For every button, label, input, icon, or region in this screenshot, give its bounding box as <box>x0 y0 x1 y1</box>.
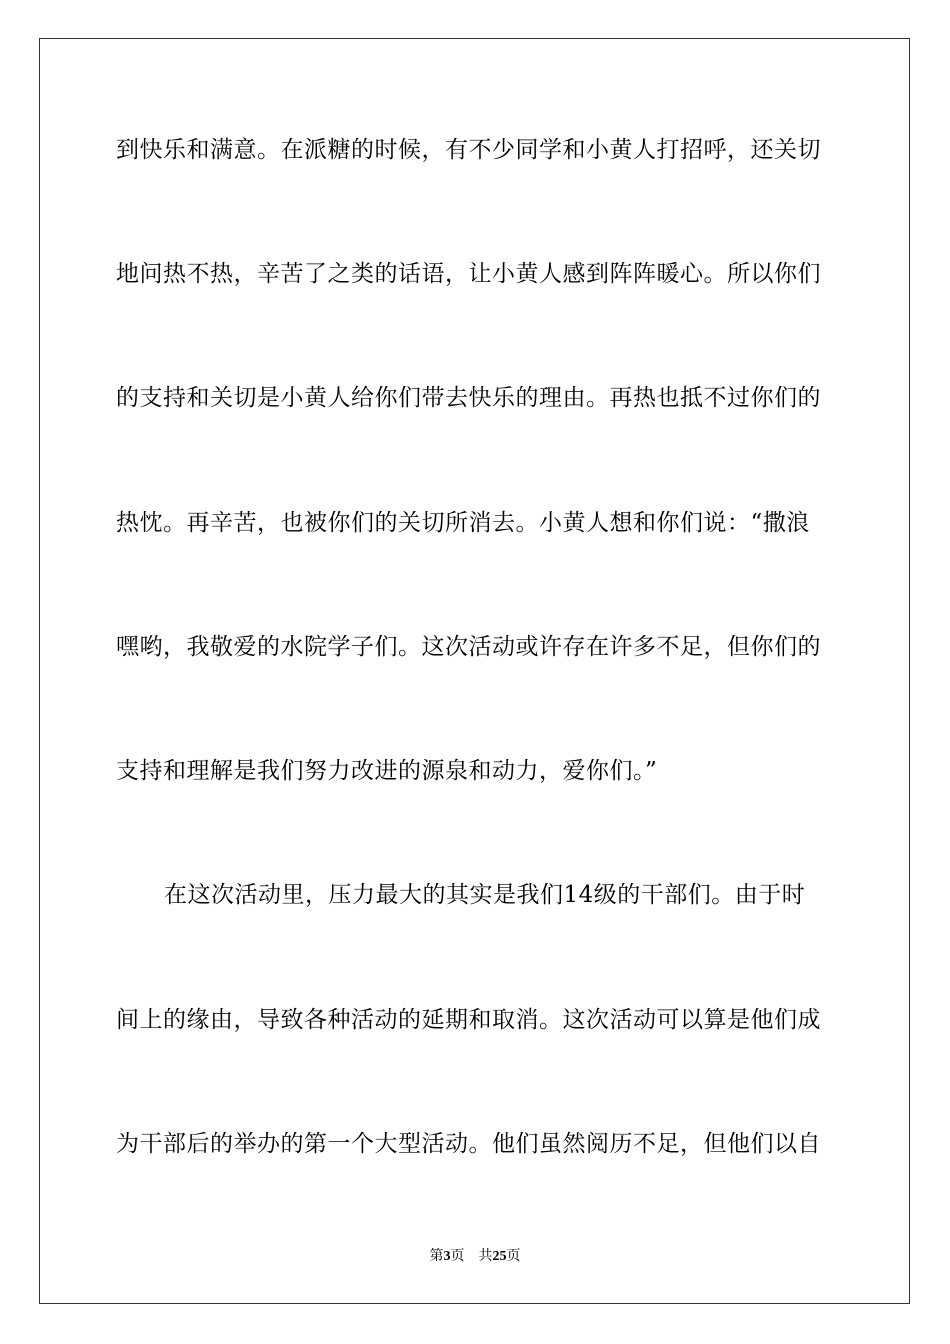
page-suffix: 页 <box>450 1248 465 1264</box>
paragraph-line: 地问热不热，辛苦了之类的话语，让小黄人感到阵阵暖心。所以你们 <box>116 261 821 287</box>
paragraph-line-indented: 在这次活动里，压力最大的其实是我们14级的干部们。由于时 <box>164 882 806 908</box>
paragraph-line: 到快乐和满意。在派糖的时候，有不少同学和小黄人打招呼，还关切 <box>116 137 821 163</box>
total-prefix: 共 <box>478 1248 493 1264</box>
paragraph-line: 的支持和关切是小黄人给你们带去快乐的理由。再热也抵不过你们的 <box>116 385 821 411</box>
paragraph-line: 支持和理解是我们努力改进的源泉和动力，爱你们。” <box>116 758 658 784</box>
total-page-count: 25 <box>492 1249 507 1264</box>
page-prefix: 第 <box>429 1248 444 1264</box>
total-suffix: 页 <box>506 1248 521 1264</box>
current-page-number: 3 <box>443 1249 451 1264</box>
page-footer <box>0 1247 950 1266</box>
paragraph-line: 热忱。再辛苦，也被你们的关切所消去。小黄人想和你们说：“撒浪 <box>116 510 810 536</box>
page-border <box>39 38 910 1304</box>
paragraph-line: 间上的缘由，导致各种活动的延期和取消。这次活动可以算是他们成 <box>116 1007 821 1033</box>
paragraph-line: 嘿哟，我敬爱的水院学子们。这次活动或许存在许多不足，但你们的 <box>116 634 821 660</box>
paragraph-line: 为干部后的举办的第一个大型活动。他们虽然阅历不足，但他们以自 <box>116 1131 821 1157</box>
